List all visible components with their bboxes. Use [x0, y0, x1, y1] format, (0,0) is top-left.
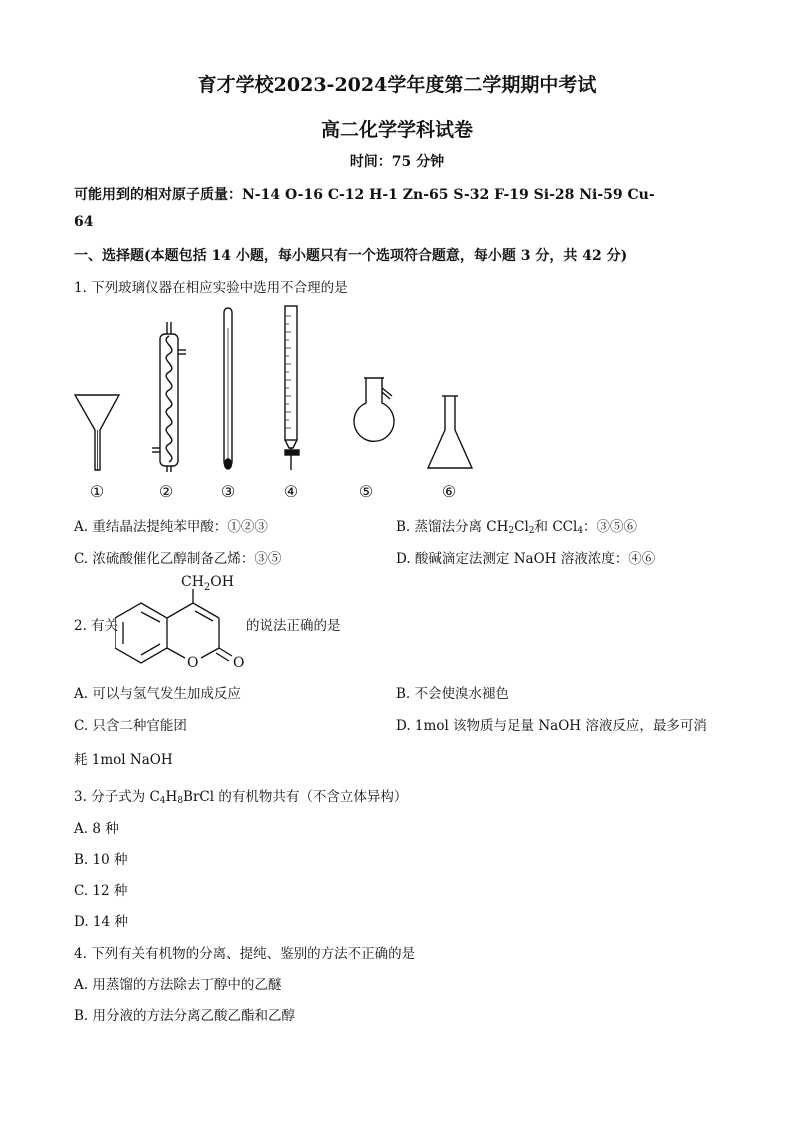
erlenmeyer-flask-icon: [428, 396, 472, 468]
q4-option-a: A. 用蒸馏的方法除去丁醇中的乙醚: [74, 977, 282, 993]
label-2: ②: [158, 482, 174, 501]
thermometer-icon: [224, 308, 232, 469]
carbonyl-oxygen-label: O: [233, 655, 245, 671]
atomic-masses-cont: 64: [74, 214, 94, 230]
q2-option-a: A. 可以与氢气发生加成反应: [74, 686, 241, 702]
q2-stem-pre: 2. 有关: [74, 618, 119, 634]
ring-oxygen-label: O: [187, 655, 199, 671]
q1-stem: 1. 下列玻璃仪器在相应实验中选用不合理的是: [74, 280, 348, 296]
q3-option-d: D. 14 种: [74, 914, 128, 930]
q2-option-b: B. 不会使溴水褪色: [396, 686, 510, 702]
q1-option-a: A. 重结晶法提纯苯甲酸：①②③: [74, 519, 268, 535]
funnel-icon: [75, 395, 119, 470]
substituent-label: $CH_2OH$: [181, 574, 234, 593]
q3-option-c: C. 12 种: [74, 883, 128, 899]
condenser-icon: [152, 322, 186, 472]
glassware-figure: [60, 300, 500, 505]
q1-option-b: B. 蒸馏法分离 $CH_2Cl_2$和 CCl$_4$：③⑤⑥: [396, 519, 638, 536]
q4-stem: 4. 下列有关有机物的分离、提纯、鉴别的方法不正确的是: [74, 946, 416, 962]
burette-icon: [285, 306, 299, 470]
distilling-flask-icon: [354, 378, 394, 441]
label-1: ①: [89, 482, 105, 501]
q3-option-b: B. 10 种: [74, 852, 128, 868]
exam-title: 育才学校2023-2024学年度第二学期期中考试: [197, 74, 597, 96]
q3-option-a: A. 8 种: [74, 821, 119, 837]
q2-option-c: C. 只含二种官能团: [74, 718, 187, 734]
section-heading: 一、选择题(本题包括 14 小题，每小题只有一个选项符合题意，每小题 3 分，共 42 分): [74, 248, 628, 264]
q4-option-b: B. 用分液的方法分离乙酸乙酯和乙醇: [74, 1008, 296, 1024]
q1-option-d: D. 酸碱滴定法测定 NaOH 溶液浓度：④⑥: [396, 551, 656, 567]
q1-option-c: C. 浓硫酸催化乙醇制备乙烯：③⑤: [74, 551, 282, 567]
q2-option-d: D. 1mol 该物质与足量 NaOH 溶液反应，最多可消: [396, 718, 707, 734]
label-5: ⑤: [358, 482, 374, 501]
q2-option-d-cont: 耗 1mol NaOH: [74, 752, 173, 768]
label-3: ③: [220, 482, 236, 501]
q2-stem-post: 的说法正确的是: [246, 618, 341, 634]
exam-subtitle: 高二化学学科试卷: [320, 119, 473, 141]
label-6: ⑥: [441, 482, 457, 501]
q3-stem: 3. 分子式为 $C_4H_8BrCl$ 的有机物共有（不含立体异构）: [74, 789, 408, 806]
structure-figure: [115, 570, 255, 675]
label-4: ④: [283, 482, 299, 501]
atomic-masses: 可能用到的相对原子质量：N-14 O-16 C-12 H-1 Zn-65 S-32 F-19 Si-28 Ni-59 Cu-: [74, 187, 655, 203]
exam-time: 时间：75 分钟: [349, 154, 445, 170]
